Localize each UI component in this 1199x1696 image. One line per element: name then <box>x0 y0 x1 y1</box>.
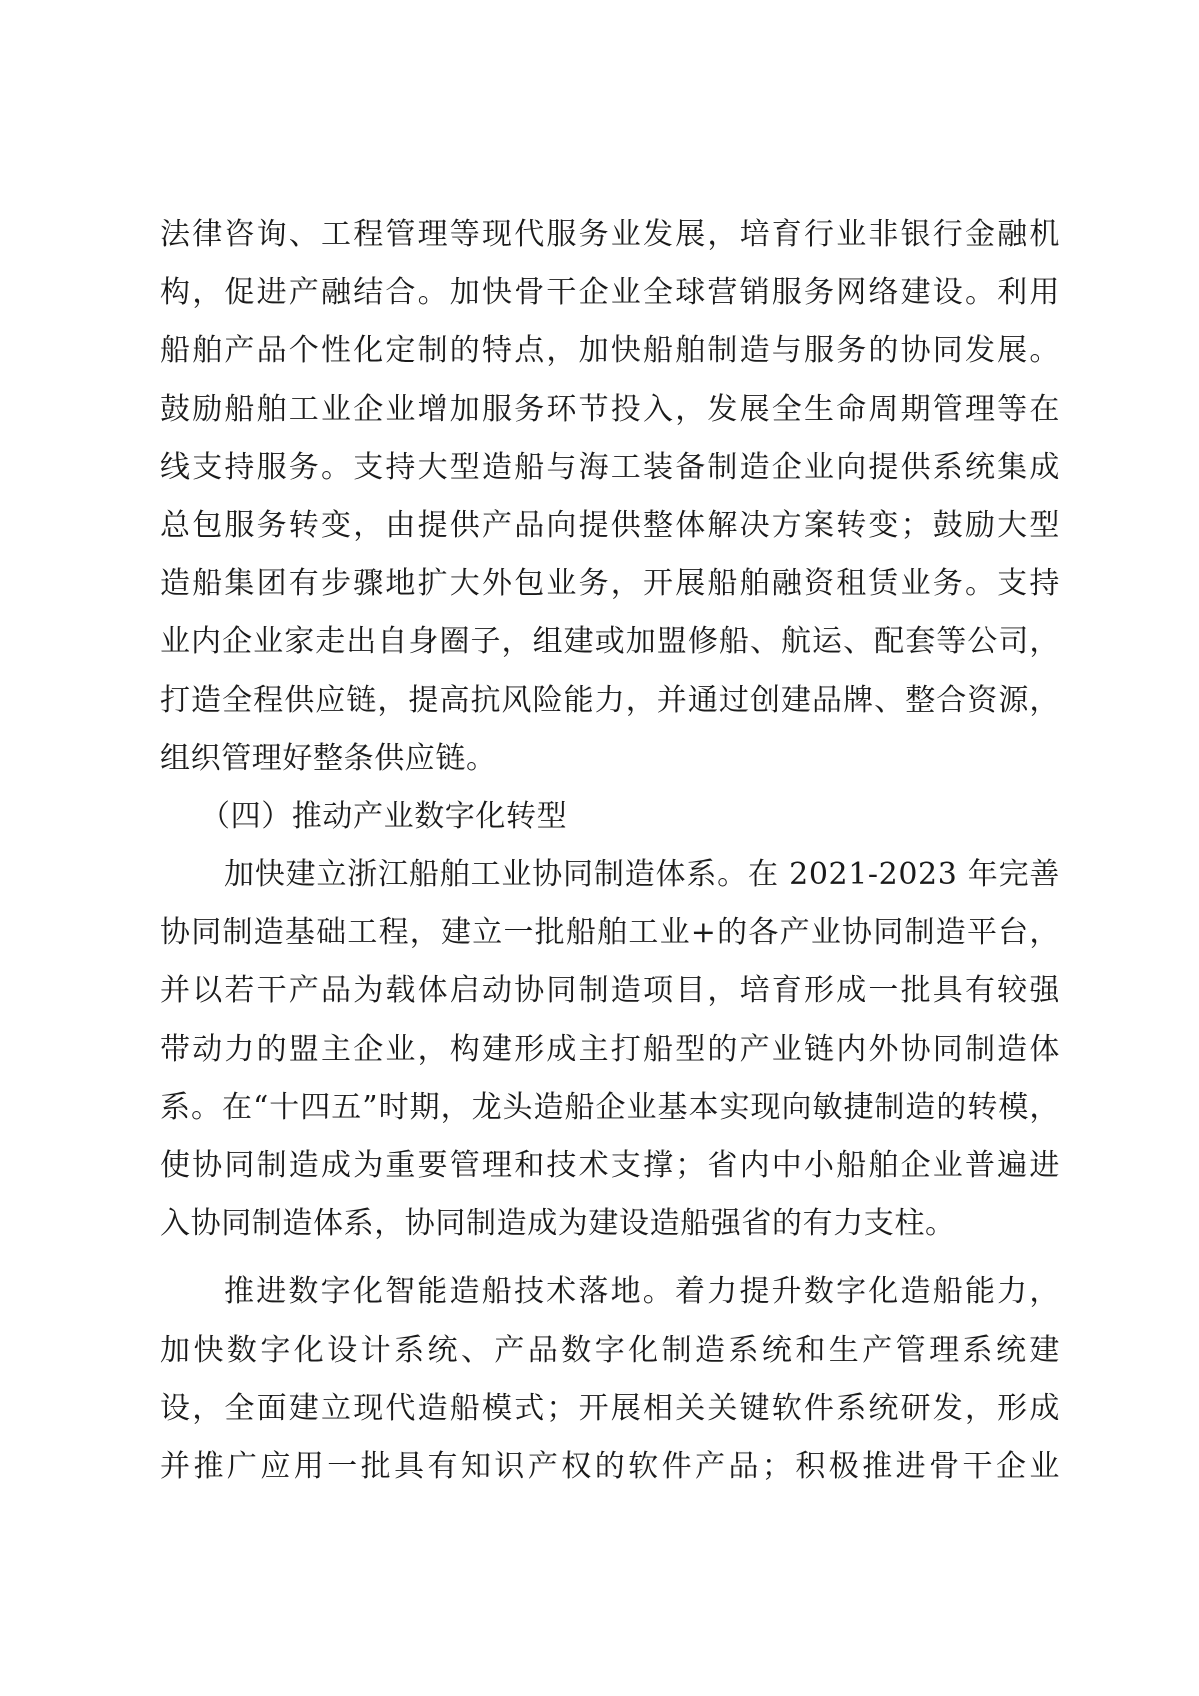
text-line: 线支持服务。支持大型造船与海工装备制造企业向提供系统集成 <box>160 449 1060 485</box>
document-body <box>160 206 1060 1496</box>
text-line: 设，全面建立现代造船模式；开展相关关键软件系统研发，形成 <box>160 1390 1060 1426</box>
text-line: 法律咨询、工程管理等现代服务业发展，培育行业非银行金融机 <box>160 217 1060 252</box>
text-line: 协同制造基础工程，建立一批船舶工业+的各产业协同制造平台， <box>160 915 1060 951</box>
text-line: 打造全程供应链，提高抗风险能力，并通过创建品牌、整合资源， <box>160 682 1060 718</box>
text-line: 构，促进产融结合。加快骨干企业全球营销服务网络建设。利用 <box>160 275 1060 311</box>
text-line: 使协同制造成为重要管理和技术支撑；省内中小船舶企业普遍进 <box>160 1148 1060 1183</box>
text-line: 鼓励船舶工业企业增加服务环节投入，发展全生命周期管理等在 <box>160 391 1060 427</box>
paragraph-gap <box>160 1253 1060 1263</box>
text-line: 带动力的盟主企业，构建形成主打船型的产业链内外协同制造体 <box>160 1031 1060 1067</box>
text-line: 组织管理好整条供应链。 <box>160 740 497 776</box>
text-line: 推进数字化智能造船技术落地。着力提升数字化造船能力， <box>224 1274 1060 1310</box>
text-line: 加快数字化设计系统、产品数字化制造系统和生产管理系统建 <box>160 1332 1060 1368</box>
text-line: 加快建立浙江船舶工业协同制造体系。在 2021-2023 年完善 <box>224 857 1060 893</box>
paragraph-services <box>160 206 1060 788</box>
paragraph-digital-shipbuilding <box>160 1263 1060 1496</box>
text-line: 造船集团有步骤地扩大外包业务，开展船舶融资租赁业务。支持 <box>160 566 1060 602</box>
text-line: 业内企业家走出自身圈子，组建或加盟修船、航运、配套等公司， <box>160 624 1060 660</box>
text-line: 入协同制造体系，协同制造成为建设造船强省的有力支柱。 <box>160 1206 956 1242</box>
text-line: 总包服务转变，由提供产品向提供整体解决方案转变；鼓励大型 <box>160 507 1060 543</box>
section-heading: （四）推动产业数字化转型 <box>200 798 568 834</box>
text-line: 系。在“十四五”时期，龙头造船企业基本实现向敏捷制造的转模， <box>160 1089 1060 1125</box>
text-line: 并以若干产品为载体启动协同制造项目，培育形成一批具有较强 <box>160 973 1060 1009</box>
paragraph-collaborative-manufacturing <box>160 846 1060 1253</box>
text-line: 船舶产品个性化定制的特点，加快船舶制造与服务的协同发展。 <box>160 333 1060 369</box>
text-line: 并推广应用一批具有知识产权的软件产品；积极推进骨干企业 <box>160 1448 1060 1484</box>
